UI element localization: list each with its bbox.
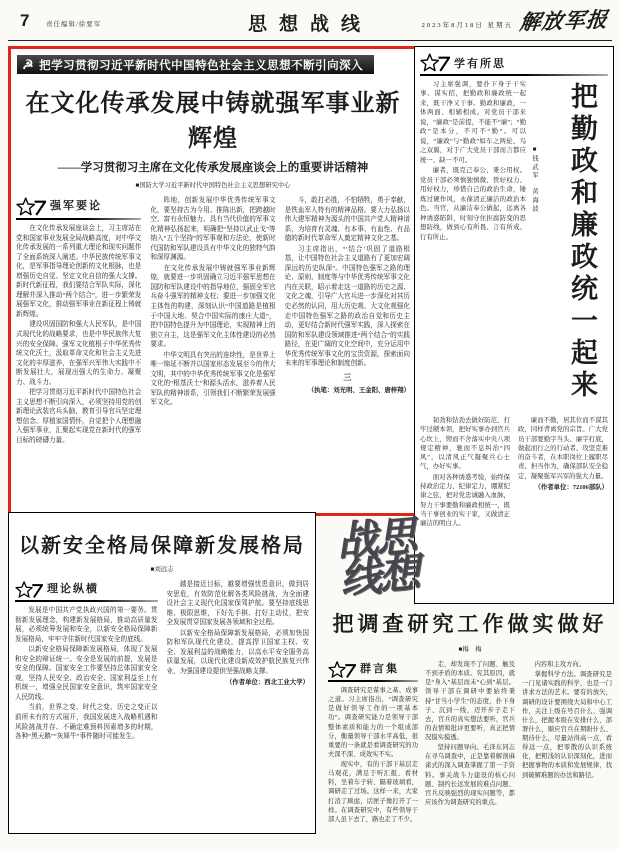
star-icon: [16, 197, 46, 217]
badge-label: 群言集: [360, 663, 399, 676]
research-column-1: [328, 660, 418, 846]
section-marker: 三: [343, 372, 352, 382]
star-icon: [15, 581, 43, 599]
badge-label: 学有所思: [454, 58, 506, 70]
seal-line-1: 思想: [367, 513, 420, 592]
research-article: [328, 608, 612, 846]
badge-qunyanji: [328, 661, 418, 679]
badge-underline: [15, 600, 158, 602]
lead-column-2: [150, 196, 275, 540]
security-author-credit: （作者单位：西北工业大学）: [225, 679, 309, 687]
seal-line-2: 战线: [328, 516, 382, 595]
lead-headline: 在文化传承发展中铸就强军事业新辉煌: [25, 90, 401, 152]
security-column-1: [15, 580, 158, 806]
lead-column-1-text: 在文化传承发展座谈会上，习主席站在党和国家事业发展全局战略高度，对中华文化传承发展的一系列重大理论和现实问题作了全面系统深入阐述。中华民族传统军事文化，是军事指导理论创新的文化根脉，也是增强历史自觉、坚定文化自信的强大支撑。新时代新征程，我们要结合军队实际，深化理解并深入推动“两个结合”，进一步繁荣发展强军文化，推动强军事业在新征程上铸就新辉煌。 建设巩固国防和强大人民军队，是中国式现代化的战略要求，也是中华民族伟大复兴的安全保障。强军文化植根于中华优秀传统文化沃土，汲取革命文化和社会主义先进文化的丰厚滋养，在强军兴军伟大实践中不断发展壮大，展现出强大的生命力、凝聚力、战斗力。 把学习贯彻习近平新时代中国特色社会主义思想不断引向深入，必须坚持用党的创新理论武装官兵头脑，教育引导官兵坚定理想信念、厚植家国情怀，自觉把个人理想融入强军事业，汇聚起实现党在新时代的强军目标的磅礴力量。: [16, 225, 142, 445]
badge-xueyousuosi: [420, 53, 608, 73]
security-headline: 以新安全格局保障新发展格局: [19, 535, 305, 557]
date-line: 2023年8月18日 星期五: [421, 22, 513, 29]
editor-credit: 责任编辑/徐要军: [46, 21, 102, 28]
study-lower-column-1: 韧劲和钻劲去做好防范、打牢过硬本领，把好实事办到官兵心坎上，锲而不舍落实中央八项规定精神，驰而不息纠治“四风”，以清风正气凝聚兵心士气，办好实事。 面对各种诱惑考验，始终保持政治定力、纪律定力，绷紧纪律之弦，把对党忠诚融入血脉，努力干事要勤和廉政相统一，既当干事创业的实干家，又做清正廉洁的明白人。: [420, 417, 510, 528]
lead-byline: ■国防大学习近平新时代中国特色社会主义思想研究中心: [135, 182, 291, 189]
study-vertical-headline: 把勤政和廉政统一起来: [567, 82, 597, 402]
research-column-3: 内容和主攻方向。 掌握科学方法。调查研究是一门见诸实践的科学，也是一门讲求方法的艺术。要有的放矢，调研的设计要围绕大局和中心工作，关注上级在号召什么、强调什么，把握本级在安排什么、部署什么，顺应官兵在期盼什么、期待什么，尽量站得高一点、看得远一点，把零散的认识系统化，把粗浅的认识深刻化，进而把握事物的本质和发展规律，找到破解难题的办法和路径。: [522, 661, 612, 779]
theme-banner: [17, 55, 374, 74]
lead-article-box: [8, 46, 418, 516]
theme-banner-text: 把学习贯彻习近平新时代中国特色社会主义思想不断引向深入: [39, 59, 364, 72]
research-column-1-text: 调查研究是谋事之基、成事之道。习主席指出，“调查研究是做好领导工作的一项基本功”。调查研究能力是领导干部整体素质和能力的一个组成部分，衡量领导干部水平高低，很重要的一条就是看调查研究的功夫深不深、成效实不实。 现实中，有的干部下基层走马观花，满足于听汇报、看材料，坐着车子转、隔着玻璃看，调研走了过场。这样一来，大家打消了顾虑，话匣子像打开了一样。在调查研究中，有些领导干部人虽下去了，路也走了不少。: [328, 687, 418, 823]
star-icon: [328, 661, 356, 679]
study-byline: ■钱武军 黄海波: [531, 146, 538, 214]
newspaper-masthead: 解放军报: [518, 7, 610, 35]
vertical-headline-area: [526, 80, 608, 410]
badge-lilun-zongheng: [15, 581, 158, 599]
lead-column-1: [16, 196, 141, 540]
lead-column-3-text: 斗，敢打必胜，不怕牺牲，勇于奉献，是铁血军人特有的精神品格。要大力弘扬以伟大建军精神为源头的中国共产党人精神谱系，为培育有灵魂、有本事、有血性、有品德的新时代革命军人奠定精神文化之基。 习主席指出，“‘结合’巩固了道路根基，让中国特色社会主义道路有了更加宏阔深远的历史纵深”。中国特色强军之路的理论、原则、制度等与中华优秀传统军事文化内在关联，昭示着走这一道路的历史之源、文化之魂，引导广大官兵进一步深化对其历史必然的认同，用大历史观、大文化观强化走中国特色强军之路的政治自觉和历史主动，更好结合新时代强军实践，深入探索在国防和军队建设领域推进“两个结合”的实践路径，在更广阔的文化空间中，充分运用中华优秀传统军事文化的宝贵资源，探索面向未来的军事理论和制度创新。: [284, 197, 410, 368]
study-lower-column-2: [518, 416, 608, 588]
badge-underline: [16, 218, 141, 220]
lead-subtitle: ——学习贯彻习主席在文化传承发展座谈会上的重要讲话精神: [57, 162, 369, 174]
security-column-2-text: 越是接近目标，越要增强忧患意识，做到居安思危，有效防范化解各类风险挑战，为全面建设社会主义现代化国家保驾护航。要坚持底线思维、极限思维，下好先手棋、打好主动仗，把安全发展贯穿国家发展各领域和全过程。 以新安全格局保障新发展格局，必须加快国防和军队现代化建设，提高捍卫国家主权、安全、发展利益的战略能力，以高水平安全服务高质量发展，以现代化建设新成效护航民族复兴伟业，为强国建设提供坚强战略支撑。: [166, 581, 309, 675]
study-lower-column-2-text: 廉而不勤，居其位而不谋其政，同样背离党的宗旨。广大党员干部要勤字当头、廉字打底，做起而行之的行动者、攻坚克难的奋斗者，在本职岗位上履职尽责、担当作为，确保部队安全稳定，凝聚强军兴军的强大力量。: [518, 417, 608, 480]
security-article-box: [8, 512, 316, 834]
security-column-2: [167, 580, 310, 806]
party-emblem-icon: ☭: [22, 57, 35, 72]
badge-label: 强军要论: [50, 200, 102, 213]
study-article-box: [414, 46, 614, 604]
badge-qiangjun-yaolun: [16, 197, 141, 217]
page-number: 7: [20, 11, 30, 30]
research-headline: 把调查研究工作做实做好: [332, 613, 608, 636]
security-byline: ■刘远志: [150, 566, 174, 573]
research-column-2: 走，却发现不了问题、触及不到矛盾的本质。究其原因，就是“身入”基层而未“心到”基层。领导干部在调研中要始终秉持“甘当小学生”的态度，扑下身子、沉到一线，迈开步子走下去，官兵的真实想法要听，官兵的表情和批评更要听，真正把情况摸实摸透。 坚持问题导向。毛泽东同志在寻乌调查中，正是靠着解剖麻雀式的深入调查掌握了第一手资料。事关战斗力建设的核心问题、制约长远发展的难点问题、官兵反映强烈的现实问题等，都应该作为调查研究的重点。: [425, 661, 515, 806]
section-title: 思想战线: [247, 14, 372, 35]
badge-underline: [328, 680, 418, 682]
star-icon: [420, 53, 450, 73]
lead-column-2-text: 阵地，创新发展中华优秀传统军事文化，要坚持古为今用、推陈出新，把跨越时空、富有永恒魅力、具有当代价值的军事文化精神弘扬起来，明确把“坚持以武止戈”等纳入“五个坚持”的军事观和方法论，使新时代国防和军队建设具有中华文化的独特气韵和深厚渊源。 在文化传承发展中铸就强军事业新辉煌，就要进一步巩固确立习近平强军思想在国防和军队建设中的指导地位，强固全军官兵奋斗强军的精神支柱；要进一步加强文化主体性的构建，深刻认识“中国道路是植根于中国大地、契合中国实际的康庄大道”，把中国特色提升为中国理论，实现精神上的独立自主，这是强军文化主体性建设的必然要求。 中华文明具有突出的连续性，是世界上唯一绵延不断并以国家形态发展至今的伟大文明，其中的中华优秀传统军事文化是强军文化的“根基沃土”和源头活水，滋养着人民军队的精神谱系，引领我们不断繁荣发展强军文化。: [150, 197, 276, 407]
study-author-credit: （作者单位：72106部队）: [534, 483, 608, 491]
lead-writers-credit: （执笔：刘光明、王金阳、唐梓翔）: [307, 387, 410, 395]
badge-label: 理论纵横: [47, 583, 99, 596]
lead-column-3: [285, 196, 410, 540]
page-header: [12, 7, 608, 37]
header-divider: [8, 40, 612, 41]
research-byline: ■梅 梅: [458, 646, 482, 653]
badge-underline: [420, 74, 608, 76]
security-column-1-text: 发展是中国共产党执政兴国的第一要务。贯彻新发展理念，构建新发展格局，推动高质量发展，必须统筹发展和安全，以新安全格局保障新发展格局，牢牢守住新时代国家安全的底线。 以新安全格局保障新发展格局，体现了发展和安全的辩证统一。安全是发展的前提，发展是安全的保障。国家安全工作要坚持总体国家安全观，坚持人民安全、政治安全、国家利益至上有机统一，增强全民国家安全意识，筑牢国家安全人民防线。 当前，世界之变、时代之变、历史之变正以前所未有的方式展开，我国发展进入战略机遇和风险挑战并存、不确定难预料因素增多的时期，各种“黑天鹅”“灰犀牛”事件随时可能发生。: [15, 607, 158, 741]
study-top-column: 习主席强调，要扑下身子干实事、谋实招，把勤政和廉政统一起来，既干净又干事。勤政和廉政，一体两面、相辅相成。对党员干部来说，“廉政”是前提，不能不“廉”；“勤政”是本分，不可不“勤”。可以说，“廉政”与“勤政”如车之两轮、鸟之双翼，对于广大党员干部而言都应统一、缺一不可。 廉者，既克己奉公、秉公用权。党员干部必须慎独慎微、管好权力、用好权力，珍惜自己的政治生命，锤炼过硬作风，永葆清正廉洁的政治本色。当官，从廉洁奉公做起，远离各种诱惑陷阱，时刻守住拒腐防变的思想防线，做到心有所畏、言有所戒、行有所止。: [420, 81, 526, 241]
sixiang-zhanxian-calligraphy-seal: [321, 502, 427, 606]
